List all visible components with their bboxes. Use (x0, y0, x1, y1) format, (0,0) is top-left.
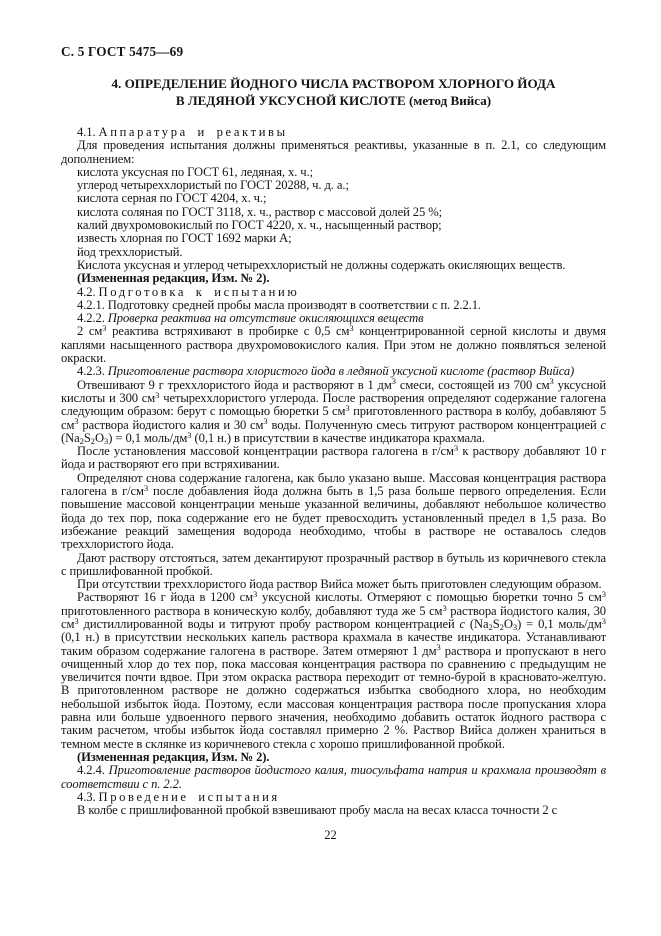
list-item (61, 192, 606, 205)
text-run: 4.2. (77, 284, 99, 299)
text-run: 4.2.3. (77, 364, 108, 379)
text-run: S (492, 616, 500, 631)
text-run: углерод четыреххлористый по ГОСТ 20288, ч. д. а.; (77, 178, 349, 193)
list-item (61, 179, 606, 192)
text-run: 3 (345, 403, 350, 414)
text-run: 2 (488, 622, 493, 633)
text-run: (Измененная редакция, Изм. № 2). (77, 749, 270, 764)
text-run: к раствору добавляют 10 г йода и растворяют его при встряхивании. (61, 444, 607, 472)
text-run: 3 (155, 389, 160, 400)
text-run: (Измененная редакция, Изм. № 2). (77, 271, 270, 286)
text-run: 3 (74, 615, 79, 626)
text-run: воды. Полученную смесь титруют раствором концентрацией (267, 417, 601, 432)
text-run: Проведение испытания (98, 789, 280, 804)
paragraph (61, 552, 606, 579)
paragraph (61, 139, 606, 166)
list-item (61, 166, 606, 179)
text-run: 2 (90, 436, 95, 447)
text-run: ) = 0,1 моль/дм (108, 430, 188, 445)
list-item (61, 206, 606, 219)
text-run: Для проведения испытания должны применяться реактивы, указанные в п. 2.1, со следующим дополнением: (61, 138, 606, 166)
paragraph (61, 442, 607, 472)
clause-heading-4-2-2 (61, 312, 606, 325)
text-run: (0,1 н.) в присутствии в качестве индикатора крахмала. (191, 430, 485, 445)
text-run: четыреххлористого углерода. После растворения определяют содержание галогена следующим образом: берут с помощью бюретки 5 см (61, 390, 606, 419)
text-run: 4.2.1. Подготовку средней пробы масла производят в соответствии с п. 2.2.1. (77, 297, 481, 312)
paragraph (61, 376, 607, 447)
text-run: раствора йодистого калия, 30 см (61, 603, 607, 631)
text-run: 2 (79, 436, 84, 447)
text-run: 2 (499, 622, 504, 633)
section-heading-4-1 (61, 126, 606, 139)
text-run: При отсутствии треххлористого йода раствор Вийса может быть приготовлен следующим образом. (77, 577, 602, 592)
text-run: 4.2.4. (77, 763, 109, 778)
text-run: дистиллированной воды и титруют пробу раствором концентрацией (78, 616, 460, 631)
text-run: Подготовка к испытанию (98, 284, 300, 299)
text-run: калий двухромовокислый по ГОСТ 4220, х. ч., насыщенный раствор; (77, 218, 442, 233)
section-title-line1: 4. ОПРЕДЕЛЕНИЕ ЙОДНОГО ЧИСЛА РАСТВОРОМ ХЛОРНОГО ЙОДА (111, 76, 556, 91)
text-run: 3 (102, 323, 107, 334)
text-run: 3 (263, 416, 268, 427)
text-run: реактива встряхивают в пробирке с 0,5 см (106, 324, 350, 339)
clause-heading-4-2-3 (61, 365, 606, 378)
text-run: 2 см (77, 324, 103, 339)
text-run: O (95, 430, 104, 445)
amendment-note (61, 751, 606, 764)
text-run: Растворяют 16 г йода в 1200 см (77, 590, 254, 605)
page-content (61, 45, 606, 817)
text-run: 4.3. (77, 789, 99, 804)
text-run: кислота серная по ГОСТ 4204, х. ч.; (77, 191, 267, 206)
text-run: смеси, состоящей из 700 см (395, 377, 550, 392)
clause-4-2-1 (61, 299, 606, 312)
text-run: (Na (61, 430, 80, 445)
text-run: (Na (465, 616, 489, 631)
text-run: c (459, 616, 466, 631)
clause-4-2-4 (61, 764, 606, 791)
text-run: кислота уксусная по ГОСТ 61, ледяная, х. ч.; (77, 164, 313, 179)
text-run: приготовленного раствора в коническую колбу, добавляют туда же 5 см (61, 603, 443, 618)
text-run: (0,1 н.) в присутствии нескольких капель раствора крахмала в качестве индикатора. Устанавливают таким образом содержание галогена в растворе. Затем отмеряют 1 дм (61, 630, 606, 658)
text-run: 4.1. (77, 125, 99, 139)
text-run: после добавления йода должна быть в 1,5 раза больше первого определения. Если повышение массовой концентрации меньше указанной величины, добавляют небольшое количество йода до тех пор, пока содержание его не будет превосходить установленный предел в 1,5 раза. Во избежание реакций замещения водорода необходимо, чтобы в растворе не оставалось следов треххлористого йода. (61, 484, 606, 552)
text-run: O (503, 616, 513, 631)
list-item (61, 232, 606, 245)
section-heading-4-3 (61, 791, 606, 804)
text-run: 3 (442, 602, 447, 613)
paragraph (61, 325, 606, 365)
text-run: 3 (512, 622, 518, 633)
paragraph (61, 578, 606, 591)
text-run: c (600, 417, 606, 432)
text-run: ) = 0,1 моль/дм (517, 616, 602, 631)
text-run: 3 (601, 615, 606, 626)
paragraph (61, 804, 606, 817)
text-run: уксусной кислоты и 300 см (61, 377, 607, 405)
text-run: приготовленного раствора в колбу, добавляют 5 см (61, 404, 607, 432)
text-run: йод треххлористый. (77, 244, 183, 259)
paragraph (61, 472, 606, 552)
section-title-line2: В ЛЕДЯНОЙ УКСУСНОЙ КИСЛОТЕ (метод Вийса) (175, 92, 492, 108)
text-run: Приготовление растворов йодистого калия, тиосульфата натрия и крахмала производят в соответствии с п. 2.2. (61, 763, 606, 791)
text-run: раствора йодистого калия и 30 см (78, 417, 264, 432)
text-run: 3 (436, 642, 441, 653)
text-run: кислота соляная по ГОСТ 3118, х. ч., раствор с массовой долей 25 %; (77, 204, 443, 219)
document-body (61, 126, 606, 817)
text-run: уксусной кислоты. Отмеряют с помощью бюретки точно 5 см (257, 590, 602, 605)
text-run: 3 (187, 429, 192, 440)
section-title (61, 76, 606, 109)
list-item (61, 246, 606, 259)
text-run: концентрированной серной кислоты и двумя каплями насыщенного раствора двухромовокислого калия. При этом не должно появляться зеленой окраски. (61, 324, 606, 366)
text-run: 3 (143, 482, 149, 493)
page-header: С. 5 ГОСТ 5475—69 (61, 44, 184, 59)
text-run: Проверка реактива на отсутствие окисляющихся веществ (107, 311, 424, 326)
text-run: Дают раствору отстояться, затем декантируют прозрачный раствор в бутыль из коричневого стекла с пришлифованной пробкой. (61, 550, 606, 578)
section-heading-4-2 (61, 286, 606, 299)
text-run: После установления массовой концентрации раствора галогена в г/см (77, 444, 454, 459)
text-run: Аппаратура и реактивы (98, 125, 288, 139)
text-run: 3 (349, 323, 354, 334)
text-run: раствора и пропускают в него очищенный хлор до тех пор, пока массовая концентрация раствора по сравнению с предыдущим не увеличится почти вдвое. При этом окраска раствора переходит от темно-бурой в красновато-желтую. В приготовленном растворе не должно содержаться избытка свободного хлора, но необходим небольшой избыток йода. Поэтому, если массовая концентрация раствора после пропускания хлора равна или больше удвоенного первого значения, необходимо добавить остаток йодного раствора с таким расчетом, чтобы избыток йода составлял примерно 2 %. Раствор Вийса должен храниться в темном месте в склянке из коричневого стекла с хорошо пришлифованной пробкой. (61, 643, 606, 751)
text-run: 3 (601, 589, 606, 600)
paragraph (61, 259, 606, 272)
text-run: 3 (453, 442, 459, 453)
page-number: 22 (324, 828, 337, 842)
list-item (61, 219, 606, 232)
text-run: S (83, 430, 91, 445)
text-run: 3 (253, 589, 258, 600)
text-run: 3 (74, 416, 79, 427)
text-run: Приготовление раствора хлористого йода в ледяной уксусной кислоте (раствор Вийса) (107, 364, 575, 379)
text-run: В колбе с пришлифованной пробкой взвешивают пробу масла на весах класса точности 2 с (77, 803, 558, 818)
text-run: 4.2.2. (77, 311, 108, 326)
text-run: 3 (104, 436, 109, 447)
text-run: известь хлорная по ГОСТ 1692 марки А; (77, 231, 292, 246)
text-run: 3 (391, 376, 396, 387)
text-run: 3 (549, 376, 554, 387)
text-run: Отвешивают 9 г треххлористого йода и растворяют в 1 дм (77, 377, 392, 392)
paragraph (61, 591, 606, 751)
text-run: Кислота уксусная и углерод четыреххлористый не должны содержать окисляющих веществ. (77, 257, 566, 272)
text-run: Определяют снова содержание галогена, как было указано выше. Массовая концентрация раствора галогена в г/см (61, 470, 606, 499)
amendment-note (61, 272, 606, 285)
